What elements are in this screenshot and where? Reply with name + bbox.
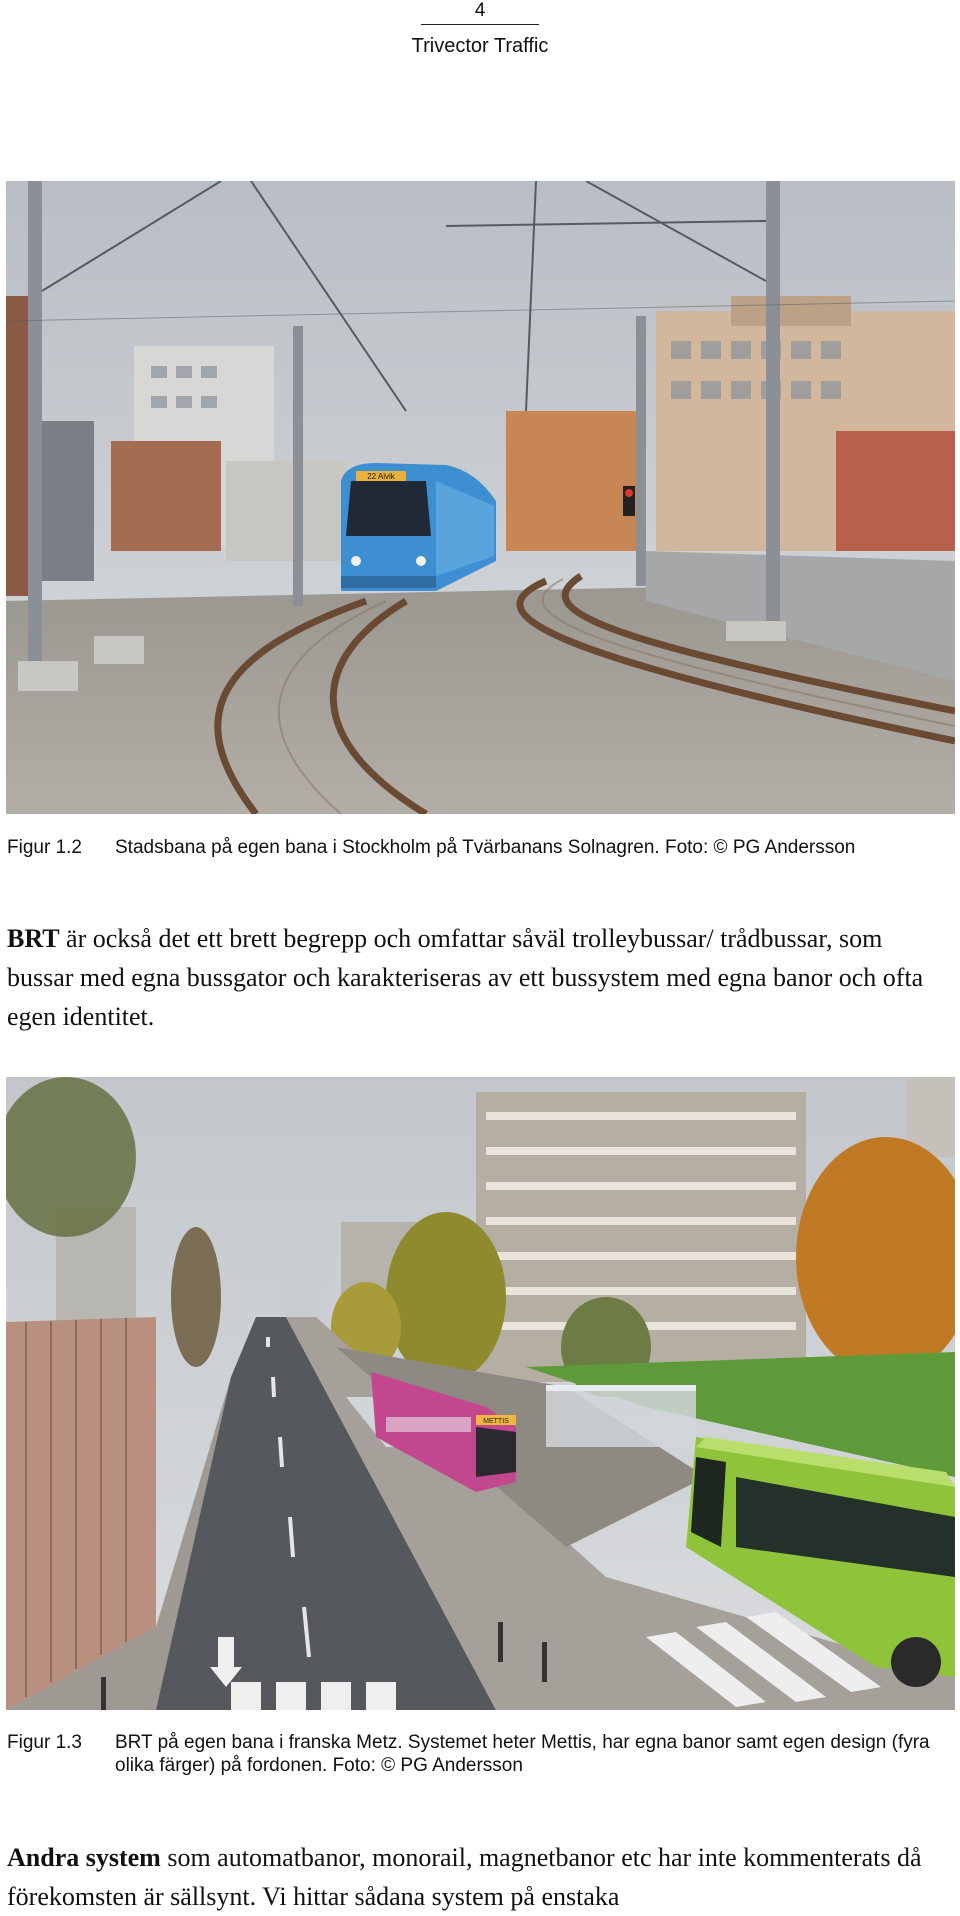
concrete-block [94, 636, 144, 664]
brt-photo-illustration [6, 1077, 955, 1710]
figure-caption-1-3 [7, 1731, 955, 1779]
paragraph-text: är också det ett brett begrepp och omfattar såväl trolleybussar/ trådbussar, som bussar med egna bussgator och karakteriseras av ett bussystem med egna banor och ofta egen identitet. [7, 924, 924, 1031]
paragraph-lead: Andra system [7, 1843, 161, 1872]
figure-caption-text: Stadsbana på egen bana i Stockholm på Tvärbanans Solnagren. Foto: © PG Andersson [115, 837, 856, 858]
bus-destination-sign: METTIS [483, 1418, 509, 1425]
figure-label: Figur 1.2 [7, 837, 82, 858]
page-number: 4 [474, 0, 486, 21]
brt-photo [6, 1077, 955, 1710]
concrete-block [726, 621, 786, 641]
body-paragraph-brt [7, 919, 955, 1036]
figure-caption-1-2 [7, 836, 955, 860]
tram-photo-illustration [6, 181, 955, 814]
tram [341, 463, 496, 591]
header-rule [421, 24, 539, 25]
paragraph-lead: BRT [7, 924, 60, 953]
figure-label: Figur 1.3 [7, 1732, 82, 1753]
paragraph-text: som automatbanor, monorail, magnetbanor etc har inte kommenterats då förekomsten är sällsynt. Vi hittar sådana system på enstaka [7, 1843, 922, 1911]
concrete-block [18, 661, 78, 691]
tram-destination-sign: 22 Alvik [367, 472, 395, 481]
figure-caption-text: BRT på egen bana i franska Metz. Systemet heter Mettis, har egna banor samt egen design (fyra olika färger) på fordonen. Foto: © PG Andersson [115, 1732, 930, 1776]
body-paragraph-other-systems [7, 1838, 955, 1916]
running-title: Trivector Traffic [411, 35, 549, 57]
tram-photo [6, 181, 955, 814]
